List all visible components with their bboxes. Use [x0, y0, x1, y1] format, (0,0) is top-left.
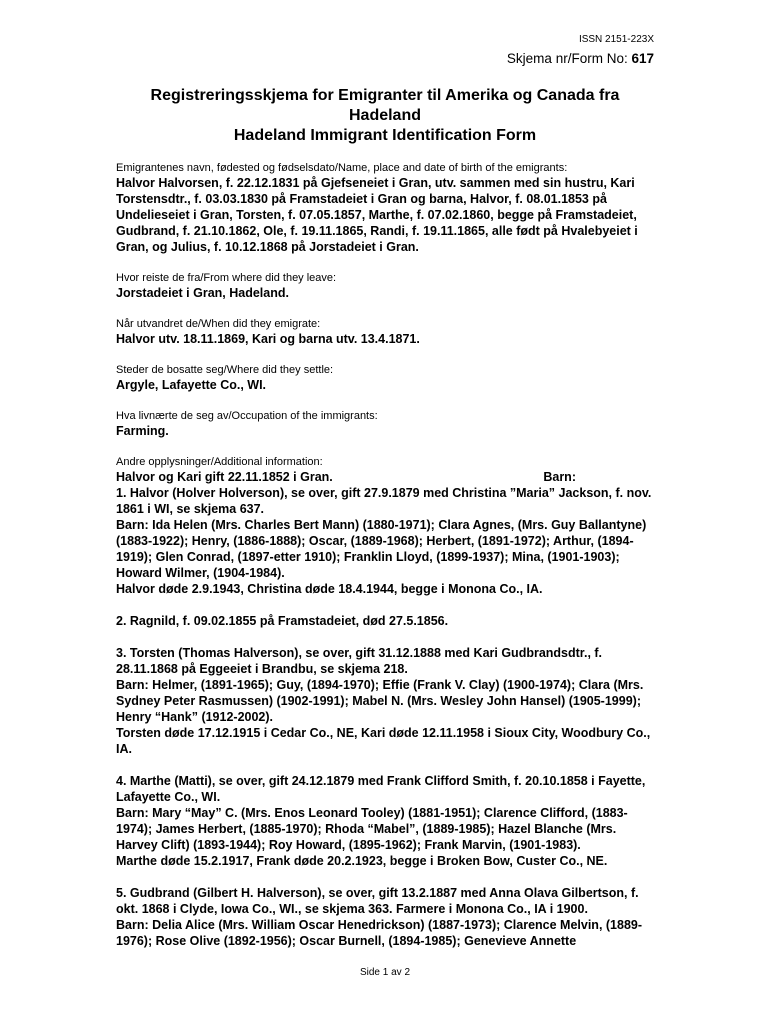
child-5-text: 5. Gudbrand (Gilbert H. Halverson), se over, gift 13.2.1887 med Anna Olava Gilbertson, f. okt. 1868 i Clyde, Iowa Co., WI., se skjema 363. Farmere i Monona Co., IA i 1900. [116, 886, 639, 916]
form-number-line [507, 51, 654, 66]
marriage-line [116, 469, 656, 485]
section-departure [116, 271, 656, 301]
names-value: Halvor Halvorsen, f. 22.12.1831 på Gjefseneiet i Gran, utv. sammen med sin hustru, Kari Torstensdtr., f. 03.03.1830 på Framstadeiet i Gran og barna, Halvor, f. 08.01.1853 på Undelieseiet i Gran, Torsten, f. 07.05.1857, Marthe, f. 07.02.1860, begge på Framstadeiet, Gudbrand, f. 21.10.1862, Ole, f. 19.11.1865, Randi, f. 19.11.1865, alle født på Hvalebyeiet i Gran, og Julius, f. 10.12.1868 på Jorstadeiet i Gran. [116, 176, 638, 254]
child-4-death: Marthe døde 15.2.1917, Frank døde 20.2.1923, begge i Broken Bow, Custer Co., NE. [116, 854, 608, 868]
child-3-text: 3. Torsten (Thomas Halverson), se over, gift 31.12.1888 med Kari Gudbrandsdtr., f. 28.11.1868 på Eggeeiet i Brandbu, se skjema 218. [116, 646, 603, 676]
child-3-children: Barn: Helmer, (1891-1965); Guy, (1894-1970); Effie (Frank V. Clay) (1900-1974); Clara (Mrs. Sydney Peter Rasmussen) (1902-1991); Mabel N. (Mrs. Wesley John Hansel) (1905-1999); Henry “Hank” (1912-2002). [116, 678, 644, 724]
section-names [116, 161, 656, 255]
child-5 [116, 885, 656, 949]
child-2 [116, 613, 656, 629]
title-line-3: Hadeland Immigrant Identification Form [233, 127, 537, 144]
child-1-text: 1. Halvor (Holver Holverson), se over, gift 27.9.1879 med Christina ”Maria” Jackson, f. nov. 1861 i WI, se skjema 637. [116, 486, 652, 516]
settlement-value: Argyle, Lafayette Co., WI. [116, 378, 267, 392]
departure-value: Jorstadeiet i Gran, Hadeland. [116, 286, 289, 300]
section-settlement [116, 363, 656, 393]
page-number: Side 1 av 2 [359, 967, 411, 978]
form-number-label: Skjema nr/Form No: [506, 51, 628, 66]
occupation-label: Hva livnærte de seg av/Occupation of the immigrants: [116, 410, 378, 422]
child-1-children: Barn: Ida Helen (Mrs. Charles Bert Mann) (1880-1971); Clara Agnes, (Mrs. Guy Ballantyne) (1883-1922); Henry, (1886-1888); Oscar, (1889-1968); Herbert, (1891-1972); Arthur, (1894-1919); Glen Conrad, (1897-etter 1910); Franklin Lloyd, (1899-1937); Mina, (1901-1903); Howard Wilmer, (1904-1984). [116, 518, 647, 580]
child-1-death: Halvor døde 2.9.1943, Christina døde 18.4.1944, begge i Monona Co., IA. [116, 582, 543, 596]
child-3-death: Torsten døde 17.12.1915 i Cedar Co., NE, Kari døde 12.11.1958 i Sioux City, Woodbury Co., IA. [116, 726, 651, 756]
names-label: Emigrantenes navn, fødested og fødselsdato/Name, place and date of birth of the emigrants: [116, 162, 568, 174]
children-heading: Barn: [543, 470, 576, 484]
form-number: 617 [631, 51, 654, 66]
departure-label: Hvor reiste de fra/From where did they leave: [116, 272, 337, 284]
emigration-date-label: Når utvandret de/When did they emigrate: [116, 318, 321, 330]
child-4 [116, 773, 656, 869]
additional-label: Andre opplysninger/Additional information: [116, 456, 323, 468]
child-1 [116, 485, 656, 597]
settlement-label: Steder de bosatte seg/Where did they settle: [116, 364, 334, 376]
emigration-date-value: Halvor utv. 18.11.1869, Kari og barna utv. 13.4.1871. [116, 332, 420, 346]
marriage-text: Halvor og Kari gift 22.11.1852 i Gran. [116, 470, 333, 484]
section-additional [116, 455, 656, 949]
child-3 [116, 645, 656, 757]
section-occupation [116, 409, 656, 439]
section-emigration-date [116, 317, 656, 347]
title-line-1: Registreringsskjema for Emigranter til Amerika og Canada fra [150, 87, 620, 104]
child-2-text: 2. Ragnild, f. 09.02.1855 på Framstadeiet, død 27.5.1856. [116, 614, 449, 628]
occupation-value: Farming. [116, 424, 169, 438]
child-4-children: Barn: Mary “May” C. (Mrs. Enos Leonard Tooley) (1881-1951); Clarence Clifford, (1883-1974); James Herbert, (1885-1970); Rhoda “Mabel”, (1889-1985); Hazel Blanche (Mrs. Harvey Clift) (1893-1944); Roy Howard, (1895-1962); Frank Marvin, (1901-1983). [116, 806, 628, 852]
title-line-2: Hadeland [348, 107, 421, 124]
form-content [116, 161, 656, 965]
child-5-children: Barn: Delia Alice (Mrs. William Oscar Henedrickson) (1887-1973); Clarence Melvin, (1889-1976); Rose Olive (1892-1956); Oscar Burnell, (1894-1985); Genevieve Annette [116, 918, 643, 948]
form-title [100, 86, 670, 146]
child-4-text: 4. Marthe (Matti), se over, gift 24.12.1879 med Frank Clifford Smith, f. 20.10.1858 i Fayette, Lafayette Co., WI. [116, 774, 646, 804]
issn-number: ISSN 2151-223X [578, 34, 654, 45]
